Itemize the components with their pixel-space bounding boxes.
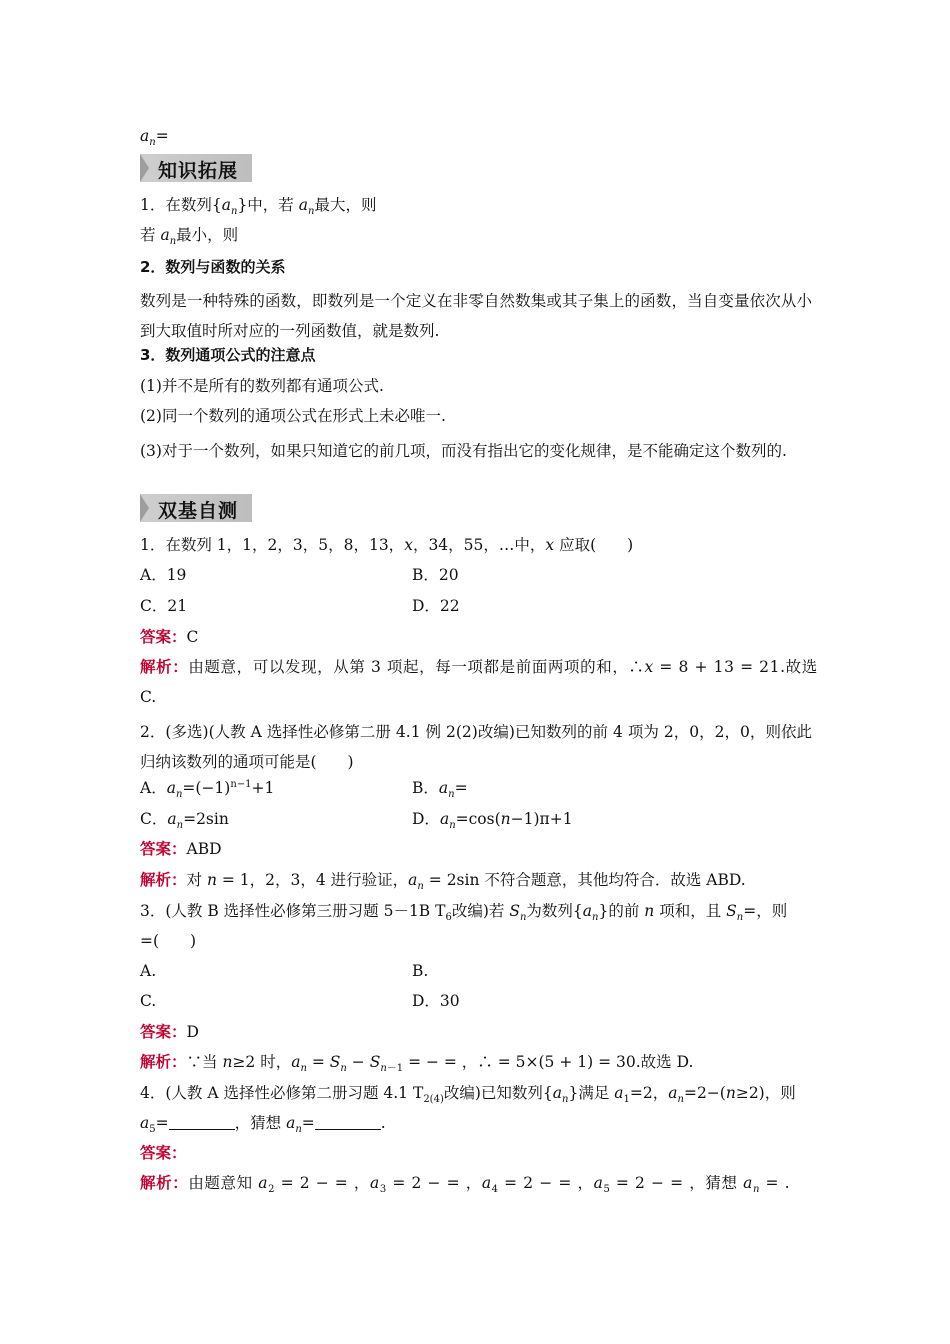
top-formula: $a_n=$ [140, 127, 169, 149]
section-header-selftest [140, 494, 252, 522]
k1-line2: 若 $a_n$最小，则 [140, 226, 239, 248]
k3-p2: (2)同一个数列的通项公式在形式上未必唯一. [140, 407, 446, 425]
section-title: 知识拓展 [158, 160, 239, 182]
q4-stem-cont: $a_5=$ ，猜想 $a_n=$ . [140, 1114, 386, 1136]
q4-stem: 4．(人教 A 选择性必修第二册习题 4.1 $T_{2(4)}$改编)已知数列$\{a_n\}$满足 $a_1=2$，$a_n=2-(n\ge 2)$，则 [140, 1084, 796, 1106]
q2-option-b: B．$a_n=$ [412, 779, 468, 801]
q3-option-a: A. [140, 962, 157, 980]
section-header-knowledge [140, 154, 252, 182]
q3-stem: 3．(人教 B 选择性必修第三册习题 5－1B $T_6$改编)若 $S_n$为数列$\{a_n\}$的前 n 项和，且 $S_n=$，则 [140, 902, 788, 924]
answer-blank[interactable] [315, 1115, 381, 1130]
q2-option-a: A．$a_n=(-1)^{n-1}+1$ [140, 778, 275, 801]
answer-blank[interactable] [169, 1115, 235, 1130]
q2-answer: 答案：ABD [140, 840, 222, 858]
k2-body: 数列是一种特殊的函数，即数列是一个定义在非零自然数集或其子集上的函数，当自变量依次从小到大取值时所对应的一列函数值，就是数列. [140, 292, 812, 340]
q1-option-c: C．21 [140, 597, 188, 615]
q3-stem-cont: =( ) [140, 932, 197, 950]
q1-explanation-cont: C. [140, 688, 157, 706]
q2-stem: 2．(多选)(人教 A 选择性必修第二册 4.1 例 2(2)改编)已知数列的前 4 项为 2，0，2，0，则依此归纳该数列的通项可能是( ) [140, 723, 812, 771]
q2-option-c: C．$a_n=2\sin$ [140, 810, 229, 832]
k3-title: 3．数列通项公式的注意点 [140, 346, 316, 364]
q1-explanation: 解析：由题意，可以发现，从第 3 项起，每一项都是前面两项的和，∴x = 8 + 13 = 21.故选 [140, 658, 818, 676]
section-title: 双基自测 [158, 500, 239, 522]
k2-title: 2．数列与函数的关系 [140, 258, 286, 276]
q4-answer: 答案： [140, 1144, 187, 1162]
q1-answer: 答案：C [140, 628, 199, 646]
q3-option-b: B. [412, 962, 429, 980]
q3-explanation: 解析：∵当 n≥2 时，$a_n = S_n - S_{n-1}$ = − = ，∴ = 5×(5 + 1) = 30.故选 D. [140, 1053, 694, 1075]
q3-answer: 答案：D [140, 1023, 199, 1041]
q2-explanation: 解析：对 n = 1，2，3，4 进行验证，$a_n = 2\sin$ 不符合题意，其他均符合．故选 ABD. [140, 871, 746, 893]
k3-p1: (1)并不是所有的数列都有通项公式. [140, 377, 384, 395]
k3-p3: (3)对于一个数列，如果只知道它的前几项，而没有指出它的变化规律，是不能确定这个数列的. [140, 442, 787, 460]
q3-option-c: C. [140, 992, 157, 1010]
q2-option-d: D．$a_n=\cos(n-1)\pi+1$ [412, 810, 573, 832]
q1-option-a: A．19 [140, 566, 187, 584]
q1-option-b: B．20 [412, 566, 459, 584]
q1-stem: 1．在数列 1，1，2，3，5，8，13，x，34，55，…中，x 应取( ) [140, 536, 634, 554]
q1-option-d: D．22 [412, 597, 460, 615]
k1-line1: 1．在数列$\{a_n\}$中，若 $a_n$最大，则 [140, 196, 377, 218]
q3-option-d: D．30 [412, 992, 460, 1010]
q4-explanation: 解析：由题意知 $a_2 = 2$ − = ，$a_3 = 2$ − = ，$a_4 = 2$ − = ，$a_5 = 2$ − = ，猜想 $a_n$ = . [140, 1174, 791, 1196]
